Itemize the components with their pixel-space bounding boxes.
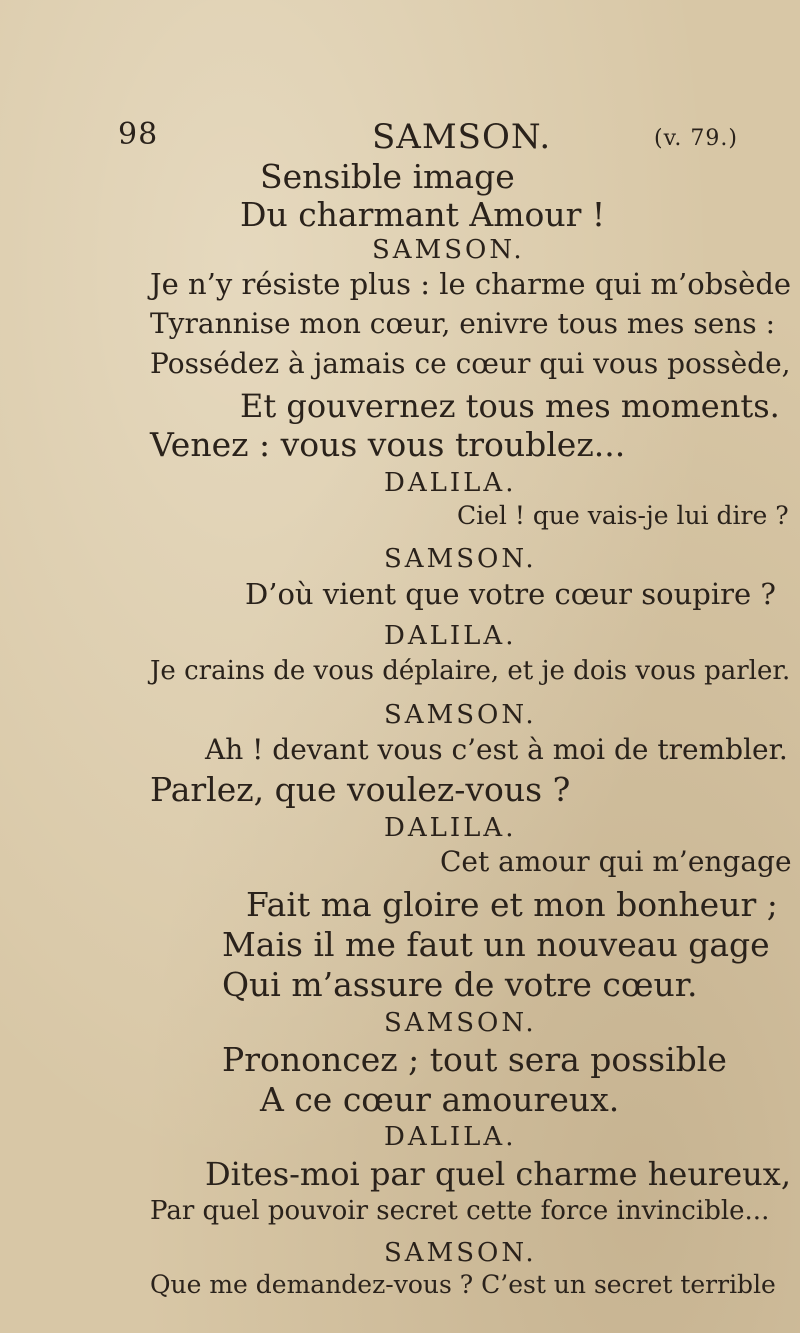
verse-line: Tyrannise mon cœur, enivre tous mes sens : bbox=[150, 307, 775, 340]
verse-line: Et gouvernez tous mes moments. bbox=[240, 387, 780, 425]
running-title: SAMSON. bbox=[372, 117, 552, 157]
page-number: 98 bbox=[118, 117, 159, 152]
verse-line: A ce cœur amoureux. bbox=[260, 1080, 620, 1119]
verse-line: Je n’y résiste plus : le charme qui m’obsède bbox=[150, 267, 792, 301]
speaker-name: DALILA. bbox=[384, 621, 517, 651]
verse-line: Prononcez ; tout sera possible bbox=[222, 1040, 727, 1079]
verse-line: Par quel pouvoir secret cette force invincible... bbox=[150, 1196, 770, 1226]
verse-line: Qui m’assure de votre cœur. bbox=[222, 965, 698, 1004]
verse-line: D’où vient que votre cœur soupire ? bbox=[245, 577, 776, 611]
verse-line: Possédez à jamais ce cœur qui vous possède, bbox=[150, 347, 791, 380]
verse-line: Que me demandez-vous ? C’est un secret terrible bbox=[150, 1270, 776, 1299]
verse-line: Ah ! devant vous c’est à moi de trembler. bbox=[205, 733, 788, 766]
speaker-name: DALILA. bbox=[384, 813, 517, 843]
speaker-name: DALILA. bbox=[384, 1122, 517, 1152]
verse-line: Parlez, que voulez-vous ? bbox=[150, 770, 571, 809]
verse-line: Mais il me faut un nouveau gage bbox=[222, 925, 770, 964]
verse-line: Je crains de vous déplaire, et je dois vous parler. bbox=[150, 656, 791, 686]
speaker-name: SAMSON. bbox=[384, 544, 537, 574]
verse-line: Sensible image bbox=[260, 157, 515, 196]
verse-line: Dites-moi par quel charme heureux, bbox=[205, 1155, 791, 1193]
verse-line: Du charmant Amour ! bbox=[240, 195, 606, 234]
verse-reference: (v. 79.) bbox=[654, 126, 738, 151]
speaker-name: SAMSON. bbox=[384, 1008, 537, 1038]
speaker-name: SAMSON. bbox=[384, 700, 537, 730]
speaker-name: DALILA. bbox=[384, 468, 517, 498]
verse-line: Ciel ! que vais-je lui dire ? bbox=[457, 501, 789, 530]
speaker-name: SAMSON. bbox=[372, 235, 525, 265]
verse-line: Cet amour qui m’engage bbox=[440, 845, 792, 878]
verse-line: Venez : vous vous troublez... bbox=[150, 425, 626, 464]
verse-line: Fait ma gloire et mon bonheur ; bbox=[246, 885, 778, 924]
speaker-name: SAMSON. bbox=[384, 1238, 537, 1268]
